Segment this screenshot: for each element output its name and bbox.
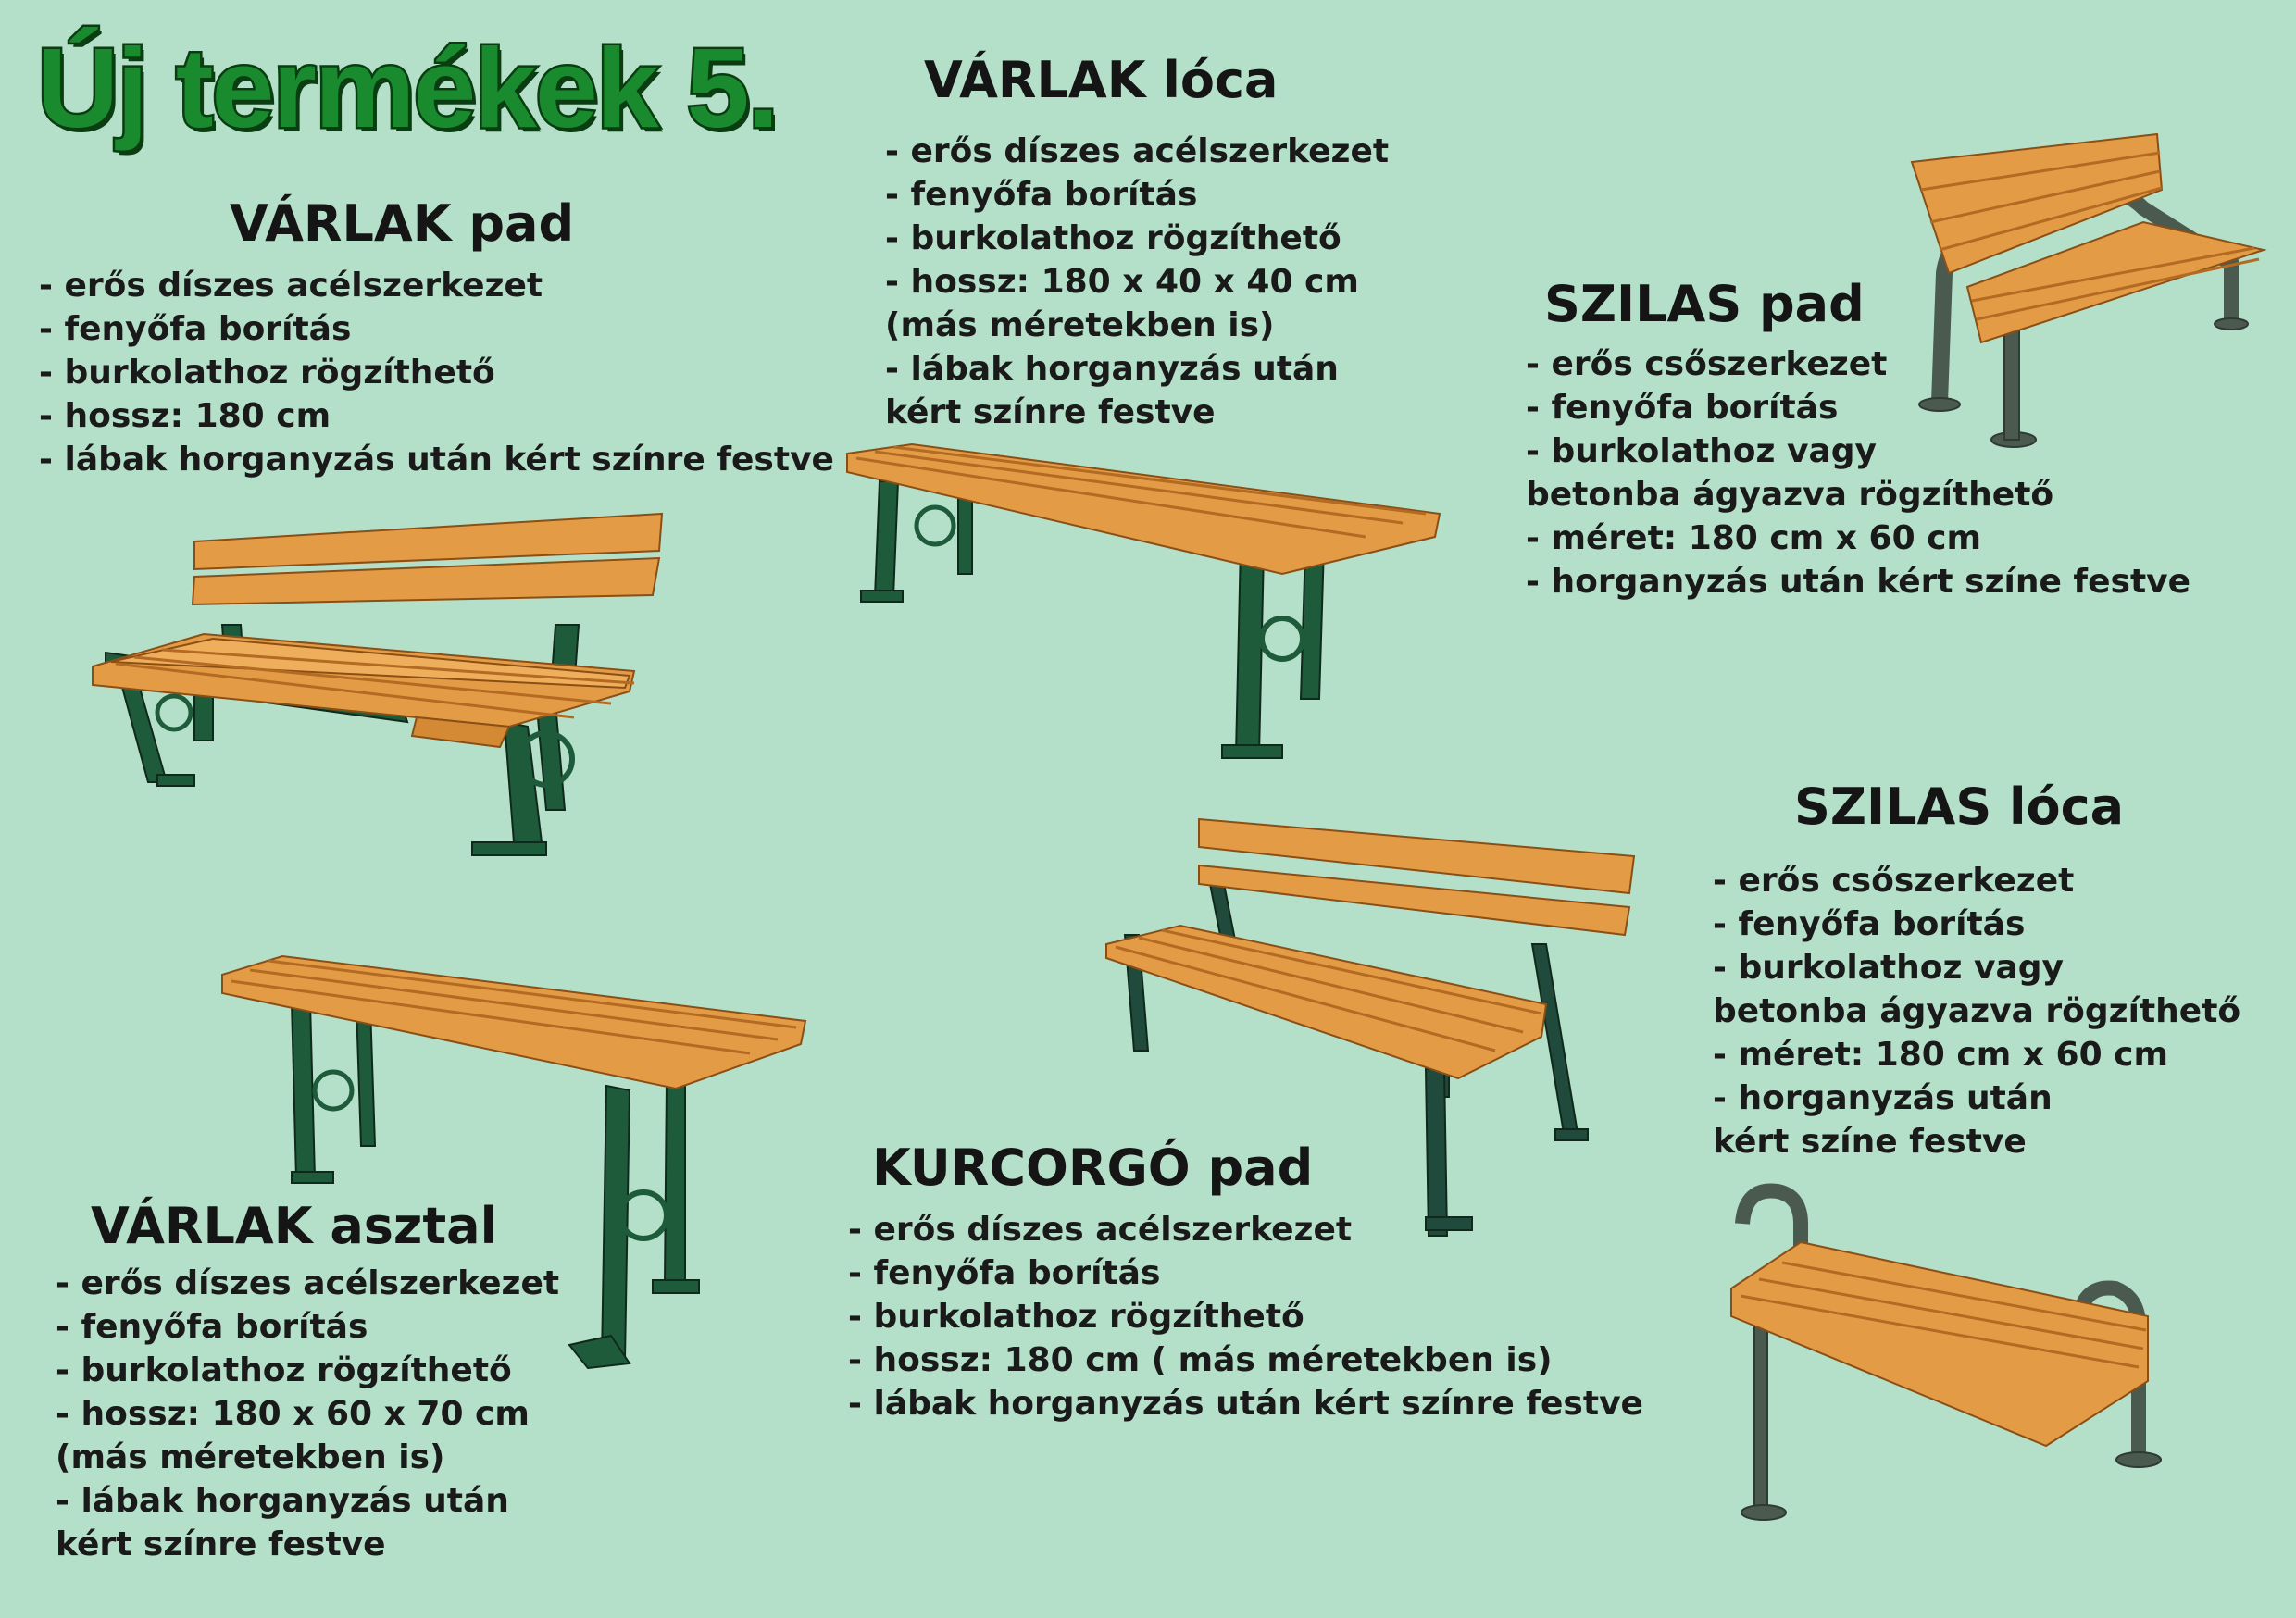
- feature-item: kért színre festve: [885, 393, 1216, 431]
- varlak-loca-heading: VÁRLAK lóca: [924, 51, 1279, 109]
- varlak-pad-image: [93, 504, 648, 902]
- varlak-asztal-heading: VÁRLAK asztal: [91, 1197, 498, 1255]
- feature-item: betonba ágyazva rögzíthető: [1526, 476, 2054, 514]
- feature-item: - burkolathoz rögzíthető: [848, 1298, 1304, 1336]
- feature-item: - burkolathoz rögzíthető: [39, 354, 495, 392]
- feature-item: - erős díszes acélszerkezet: [885, 132, 1390, 170]
- feature-item: - lábak horganyzás után: [885, 350, 1339, 388]
- feature-item: (más méretekben is): [56, 1438, 445, 1476]
- feature-item: - burkolathoz vagy: [1526, 432, 1878, 470]
- szilas-loca-heading: SZILAS lóca: [1794, 778, 2125, 836]
- page-title: Új termékek 5.: [37, 25, 778, 151]
- szilas-pad-image: [1912, 134, 2264, 454]
- feature-item: kért színre festve: [56, 1525, 386, 1563]
- feature-item: - burkolathoz rögzíthető: [885, 219, 1341, 257]
- kurcorgo-pad-heading: KURCORGÓ pad: [872, 1139, 1314, 1197]
- feature-item: - hossz: 180 x 60 x 70 cm: [56, 1395, 530, 1433]
- feature-item: - erős díszes acélszerkezet: [848, 1211, 1353, 1249]
- szilas-loca-features: [1713, 859, 2240, 1164]
- feature-item: - horganyzás után: [1713, 1079, 2053, 1117]
- feature-item: - lábak horganyzás után kért színre festve: [39, 441, 834, 479]
- feature-item: - fenyőfa borítás: [1526, 389, 1839, 427]
- varlak-asztal-image: [222, 952, 810, 1373]
- feature-item: - erős csőszerkezet: [1713, 862, 2075, 900]
- feature-item: - fenyőfa borítás: [56, 1308, 368, 1346]
- varlak-pad-heading: VÁRLAK pad: [230, 194, 575, 253]
- feature-item: - méret: 180 cm x 60 cm: [1526, 519, 1982, 557]
- feature-item: betonba ágyazva rögzíthető: [1713, 992, 2241, 1030]
- kurcorgo-pad-image: [1106, 819, 1643, 1245]
- varlak-pad-features: [39, 264, 834, 481]
- varlak-loca-features: [885, 130, 1389, 434]
- feature-item: - burkolathoz rögzíthető: [56, 1351, 512, 1389]
- feature-item: - hossz: 180 x 40 x 40 cm: [885, 263, 1359, 301]
- feature-item: (más méretekben is): [885, 306, 1275, 344]
- feature-item: - fenyőfa borítás: [39, 310, 352, 348]
- varlak-loca-image: [847, 444, 1440, 764]
- feature-item: - fenyőfa borítás: [885, 176, 1198, 214]
- feature-item: - lábak horganyzás után kért színre festve: [848, 1385, 1643, 1423]
- feature-item: - fenyőfa borítás: [1713, 905, 2026, 943]
- feature-item: - lábak horganyzás után: [56, 1482, 509, 1520]
- feature-item: - burkolathoz vagy: [1713, 949, 2065, 987]
- feature-item: - hossz: 180 cm: [39, 397, 331, 435]
- szilas-pad-heading: SZILAS pad: [1544, 275, 1865, 333]
- feature-item: - hossz: 180 cm ( más méretekben is): [848, 1341, 1553, 1379]
- feature-item: - erős csőszerkezet: [1526, 345, 1888, 383]
- feature-item: - erős díszes acélszerkezet: [39, 267, 543, 305]
- feature-item: - erős díszes acélszerkezet: [56, 1264, 560, 1302]
- feature-item: - méret: 180 cm x 60 cm: [1713, 1036, 2169, 1074]
- szilas-loca-image: [1731, 1187, 2194, 1538]
- feature-item: - horganyzás után kért színe festve: [1526, 563, 2191, 601]
- feature-item: - fenyőfa borítás: [848, 1254, 1161, 1292]
- feature-item: kért színe festve: [1713, 1123, 2027, 1161]
